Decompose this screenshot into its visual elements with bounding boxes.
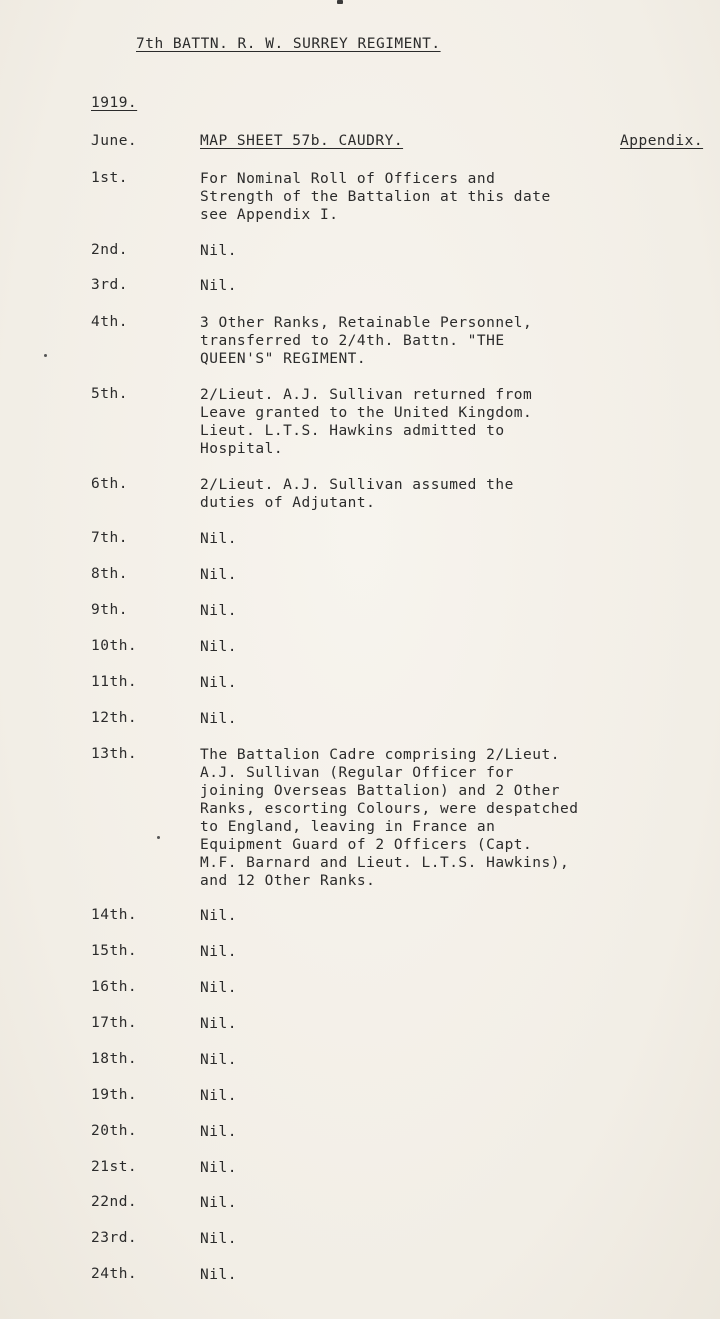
entry-day: 16th. [91, 979, 138, 995]
map-sheet-heading: MAP SHEET 57b. CAUDRY. [200, 133, 404, 149]
entry-day: 3rd. [91, 277, 128, 293]
entry-day: 5th. [91, 386, 128, 402]
entry-day: 8th. [91, 566, 128, 582]
entry-text: Nil. [200, 603, 237, 619]
entry-text: Nil. [200, 639, 237, 655]
entry-text: Nil. [200, 1195, 237, 1211]
entry-text: Nil. [200, 1231, 237, 1247]
paper-speck [44, 354, 47, 357]
entry-day: 7th. [91, 530, 128, 546]
entry-text: Nil. [200, 1016, 237, 1032]
regiment-title: 7th BATTN. R. W. SURREY REGIMENT. [136, 36, 441, 52]
entry-day: 9th. [91, 602, 128, 618]
entry-day: 10th. [91, 638, 138, 654]
entry-day: 6th. [91, 476, 128, 492]
month-heading: June. [91, 133, 138, 149]
appendix-heading: Appendix. [620, 133, 704, 149]
entry-day: 12th. [91, 710, 138, 726]
entry-day: 17th. [91, 1015, 138, 1031]
entry-day: 23rd. [91, 1230, 138, 1246]
entry-day: 19th. [91, 1087, 138, 1103]
entry-text: 2/Lieut. A.J. Sullivan returned from Leave granted to the United Kingdom. Lieut. L.T.S. Hawkins admitted to Hospital. [200, 387, 533, 457]
entry-text: Nil. [200, 531, 237, 547]
entry-day: 21st. [91, 1159, 138, 1175]
entry-day: 22nd. [91, 1194, 138, 1210]
entry-day: 2nd. [91, 242, 128, 258]
entry-text: Nil. [200, 675, 237, 691]
entry-text: Nil. [200, 1088, 237, 1104]
entry-day: 18th. [91, 1051, 138, 1067]
entry-text: Nil. [200, 944, 237, 960]
entry-day: 4th. [91, 314, 128, 330]
entry-day: 11th. [91, 674, 138, 690]
entry-text: Nil. [200, 711, 237, 727]
entry-text: Nil. [200, 908, 237, 924]
entry-day: 1st. [91, 170, 128, 186]
entry-day: 15th. [91, 943, 138, 959]
paper-mark [337, 0, 343, 4]
entry-text: Nil. [200, 1267, 237, 1283]
entry-text: Nil. [200, 1124, 237, 1140]
entry-text: Nil. [200, 243, 237, 259]
entry-text: 3 Other Ranks, Retainable Personnel, transferred to 2/4th. Battn. "THE QUEEN'S" REGIMENT. [200, 315, 533, 367]
paper-speck [157, 836, 160, 839]
entry-text: The Battalion Cadre comprising 2/Lieut. A.J. Sullivan (Regular Officer for joining Overseas Battalion) and 2 Other Ranks, escorting Colours, were despatched to England, leaving in France an Equipment Guard of 2 Officers (Capt. M.F. Barnard and Lieut. L.T.S. Hawkins), and 12 Other Ranks. [200, 747, 579, 889]
entry-text: Nil. [200, 567, 237, 583]
entry-day: 14th. [91, 907, 138, 923]
entry-text: Nil. [200, 278, 237, 294]
entry-text: 2/Lieut. A.J. Sullivan assumed the duties of Adjutant. [200, 477, 514, 511]
entry-text: Nil. [200, 1052, 237, 1068]
entry-day: 20th. [91, 1123, 138, 1139]
year-heading: 1919. [91, 95, 138, 111]
entry-text: For Nominal Roll of Officers and Strength of the Battalion at this date see Appendix I. [200, 171, 551, 223]
entry-day: 24th. [91, 1266, 138, 1282]
entry-day: 13th. [91, 746, 138, 762]
entry-text: Nil. [200, 980, 237, 996]
entry-text: Nil. [200, 1160, 237, 1176]
